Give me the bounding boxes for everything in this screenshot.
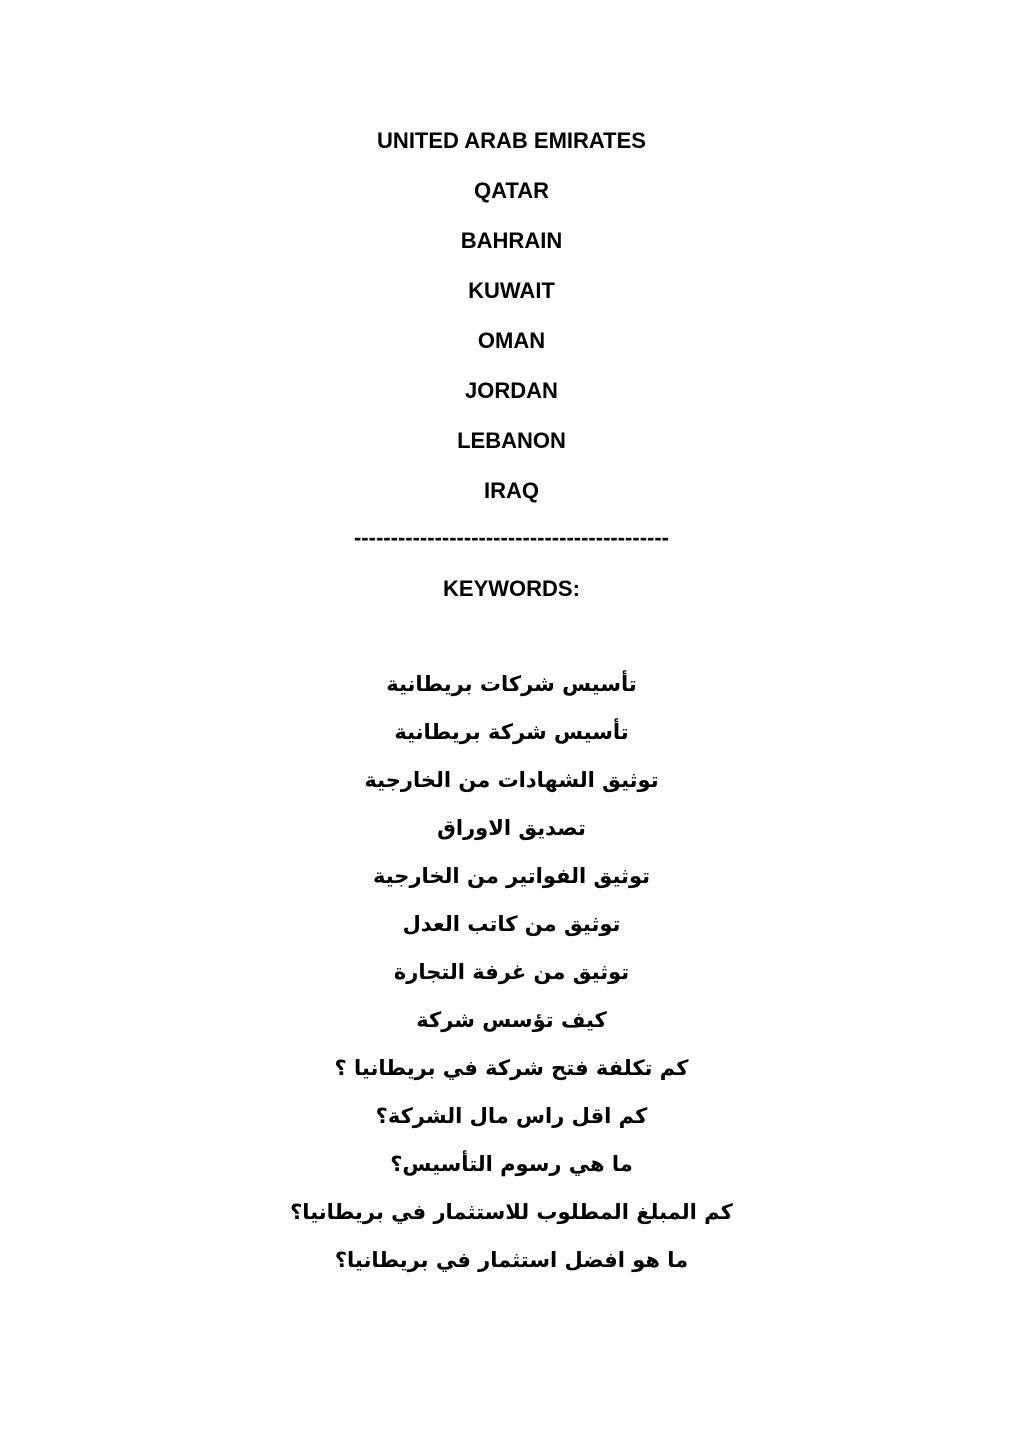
keyword-item: كم المبلغ المطلوب للاستثمار في بريطانيا؟ xyxy=(290,1200,733,1224)
country-item: JORDAN xyxy=(465,378,558,403)
keyword-item: تأسيس شركات بريطانية xyxy=(386,672,637,696)
section-divider: ------------------------------------------- xyxy=(353,525,670,550)
keyword-item: كم تكلفة فتح شركة في بريطانيا ؟ xyxy=(334,1056,689,1080)
country-item: BAHRAIN xyxy=(460,228,563,253)
keyword-item: توثيق من غرفة التجارة xyxy=(393,960,630,984)
keyword-item: توثيق الفواتير من الخارجية xyxy=(373,864,650,888)
keyword-item: توثيق من كاتب العدل xyxy=(402,912,621,936)
keyword-item: ما هو افضل استثمار في بريطانيا؟ xyxy=(334,1248,689,1272)
country-item: LEBANON xyxy=(457,428,566,453)
keyword-item: تأسيس شركة بريطانية xyxy=(394,720,629,744)
keyword-item: كم اقل راس مال الشركة؟ xyxy=(375,1104,648,1128)
keyword-item: ما هي رسوم التأسيس؟ xyxy=(390,1152,633,1176)
keyword-item: كيف تؤسس شركة xyxy=(416,1008,607,1032)
country-item: UNITED ARAB EMIRATES xyxy=(377,128,646,153)
keyword-item: تصديق الاوراق xyxy=(437,816,586,840)
country-item: IRAQ xyxy=(484,478,539,503)
country-item: QATAR xyxy=(474,178,549,203)
keyword-item: توثيق الشهادات من الخارجية xyxy=(364,768,659,792)
country-item: OMAN xyxy=(477,328,546,353)
keywords-heading: KEYWORDS: xyxy=(443,576,580,601)
country-item: KUWAIT xyxy=(468,278,555,303)
